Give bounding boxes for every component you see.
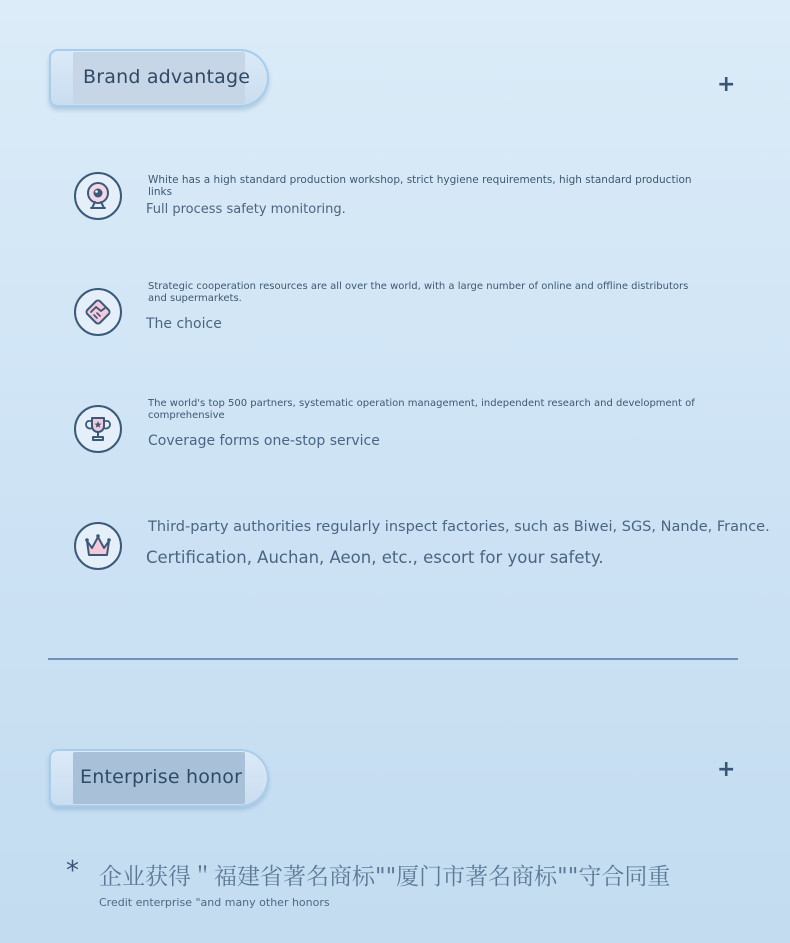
honor-english-text: Credit enterprise "and many other honors xyxy=(99,896,330,909)
handshake-icon xyxy=(74,288,122,336)
honor-chinese-text: 企业获得＂福建省著名商标""厦门市著名商标""守合同重 xyxy=(99,864,671,890)
item2-highlight: The choice xyxy=(146,316,222,332)
item4-description: Third-party authorities regularly inspect factories, such as Biwei, SGS, Nande, France. xyxy=(148,519,770,535)
item3-description: The world's top 500 partners, systematic operation management, independent research and development of comprehensive xyxy=(148,398,695,421)
item4-highlight: Certification, Auchan, Aeon, etc., escort for your safety. xyxy=(146,548,604,567)
asterisk-icon: * xyxy=(66,856,79,886)
enterprise-honor-tab[interactable] xyxy=(49,749,269,807)
brand-advantage-title: Brand advantage xyxy=(83,66,251,88)
item2-description: Strategic cooperation resources are all over the world, with a large number of online and offline distributors and supermarkets. xyxy=(148,281,689,304)
item3-highlight: Coverage forms one-stop service xyxy=(148,433,380,449)
brand-advantage-tab[interactable] xyxy=(49,49,269,107)
trophy-icon xyxy=(74,405,122,453)
item1-highlight: Full process safety monitoring. xyxy=(146,202,346,217)
honor-expand-plus-icon[interactable]: + xyxy=(717,757,736,782)
section-divider xyxy=(48,658,738,660)
item1-description: White has a high standard production workshop, strict hygiene requirements, high standard production links xyxy=(148,174,692,198)
camera-icon xyxy=(74,172,122,220)
enterprise-honor-title: Enterprise honor xyxy=(80,766,243,788)
brand-expand-plus-icon[interactable]: + xyxy=(717,72,736,97)
crown-icon xyxy=(74,522,122,570)
